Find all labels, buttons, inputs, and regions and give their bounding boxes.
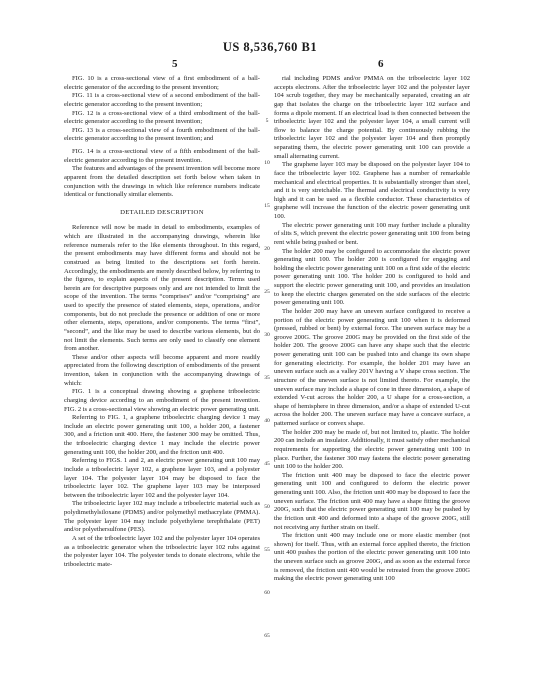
line-number: 40 [264,418,270,424]
paragraph: FIG. 12 is a cross-sectional view of a third embodiment of the ball-electric generator according to the present invention; [64,109,260,126]
line-number: 5 [265,118,269,124]
right-text-column [274,75,470,683]
paragraph: rial including PDMS and/or PMMA on the triboelectric layer 102 accepts electrons. After the triboelectric layer 102 and the polyester layer 104 scrub together, they may be mechanically separated, creating an air gap that isolates the charge on the triboelectric layer 102 surface and forms a dipole moment. If an electrical load is then connected between the triboelectric layer 102 and the polyester layer 104, a small current will flow to balance the charge potential. By continuously rubbing the triboelectric layer 102 and the polyester layer 104 and then promptly separating them, the electric power generating unit 100 can provide a small alternating current. [274,75,470,160]
paragraph: The holder 200 may be configured to accommodate the electric power generating unit 100. The holder 200 is configured for engaging and holding the electric power generating unit 100 on a first side of the electric power generating unit 100. The holder 200 is configured to hold and support the electric power generating unit 100, and provides an insulation to keep the electric charges generated on the side surfaces of the electric power generating unit 100. [274,247,470,307]
section-heading: DETAILED DESCRIPTION [120,208,204,216]
paragraph: FIG. 11 is a cross-sectional view of a second embodiment of the ball-electric generator according to the present invention; [64,92,260,108]
paragraph: The electric power generating unit 100 may further include a plurality of slits S, which prevent the electric power generating unit 100 from being rent while being pushed or bent. [274,221,470,246]
line-number: 20 [264,246,270,252]
left-column-number: 5 [172,58,178,70]
paragraph: A set of the triboelectric layer 102 and the polyester layer 104 operates as a triboelectric generator when the triboelectric layer 102 rubs against the polyester layer 104. The polyester tends to donate electrons, while the triboelectric mate- [64,534,260,568]
paragraph: FIG. 13 is a cross-sectional view of a fourth embodiment of the ball-electric generator according to the present invention; and [64,126,260,143]
line-number: 55 [264,547,270,553]
paragraph: The friction unit 400 may be disposed to face the electric power generating unit 100 and configured to deform the electric power generating unit 100. Also, the friction unit 400 may be disposed to face the uneven surface. The friction unit 400 may have a shape fitting the groove 200G, such that the electric power generating unit 100 may be pushed by the friction unit 400 and deformed into a shape of the groove 200G, still not receiving any further strain on itself. [274,471,470,531]
paragraph: Referring to FIG. 1, a graphene triboelectric charging device 1 may include an electric power generating unit 100, a holder 200, a fastener 300, and a friction unit 400. Here, the fastener 300 may be omitted. Thus, the triboelectric charging device 1 may include the electric power generating unit 100, the holder 200, and the friction unit 400. [64,414,260,456]
paragraph: These and/or other aspects will become apparent and more readily appreciated from the following description of embodiments of the present invention, taken in conjunction with the accompanying drawings of which: [64,353,260,387]
paragraph: Reference will now be made in detail to embodiments, examples of which are illustrated in the accompanying drawings, wherein like reference numerals refer to the like elements throughout. In this regard, the present embodiments may have different forms and should not be construed as being limited to the descriptions set forth herein. Accordingly, the embodiments are merely described below, by referring to the figures, to explain aspects of the present description. Terms used herein are for descriptive purposes only and are not intended to limit the scope of the invention. The terms “comprises” and/or “comprising” are used to specify the presence of stated elements, steps, operations, and/or components, but do not preclude the presence or addition of one or more other elements, steps, operations, and/or components. The terms “first”, “second”, and the like may be used to describe various elements, but do not limit the elements. Such terms are only used to classify one element from another. [64,224,260,353]
paragraph: The features and advantages of the present invention will become more apparent from the detailed description set forth below when taken in conjunction with the drawings in which like reference numbers indicate identical or functionally similar elements. [64,165,260,199]
line-number: 15 [264,203,270,209]
paragraph: Referring to FIGS. 1 and 2, an electric power generating unit 100 may include a triboelectric layer 102, a graphene layer 103, and a polyester layer 104. The polyester layer 104 may be disposed to face the triboelectric layer 102. The graphene layer 103 may be interposed between the triboelectric layer 102 and the polyester layer 104. [64,457,260,499]
paragraph: FIG. 14 is a cross-sectional view of a fifth embodiment of the ball-electric generator according to the present invention. [64,148,260,164]
paragraph: The friction unit 400 may include one or more elastic member (not shown) for itself. Thus, with an external force applied thereto, the friction unit 400 pushes the portion of the electric power generating unit 100 into the uneven surface such as groove 200G, and as soon as the external force is removed, the friction unit 400 would be retreated from the groove 200G making the electric power generating unit 100 [274,532,470,583]
line-number: 50 [264,504,270,510]
right-column-number: 6 [378,58,384,70]
line-number: 35 [264,375,270,381]
left-text-column [64,75,260,683]
line-number: 45 [264,461,270,467]
paragraph: The holder 200 may be made of, but not limited to, plastic. The holder 200 can include an insulator. Additionally, it must satisfy other mechanical requirements for supporting the electric power generating unit 100 in place. Further, the fastener 300 may fastens the electric power generating unit 100 to the holder 200. [274,428,470,471]
line-number: 30 [264,332,270,338]
paragraph: The holder 200 may have an uneven surface configured to receive a portion of the electric power generating unit 100 when it is deformed (pressed, rubbed or bent) by external force. The uneven surface may be a groove 200G. The groove 200G may be provided on the first side of the holder 200. The groove 200G can have any shape such that the electric power generating unit 100 can be pushed into and change its own shape for generating electricity. For example, the holder 201 may have an uneven surface such as a valley 201V having a V shape cross section. The structure of the uneven surface is not limited thereto. For example, the uneven surface may include a shape of cone in three dimension, a shape of extended V-cut across the holder 200, a U shape for a cross-section, a shape of hemisphere in three dimension, and/or a shape of extended U-cut across the holder 200. The uneven surface may have a concave surface, a patterned surface or convex shape. [274,307,470,427]
line-number: 65 [264,633,270,639]
paragraph: The triboelectric layer 102 may include a triboelectric material such as polydimethylsiloxane (PDMS) and/or polymethyl methacrylate (PMMA). The polyester layer 104 may include polyethylene terephthalate (PET) and/or polyethersulfone (PES). [64,500,260,534]
line-number: 25 [264,289,270,295]
line-number: 60 [264,590,270,596]
paragraph: FIG. 10 is a cross-sectional view of a first embodiment of a ball-electric generator of the according to the present invention; [64,75,260,91]
page-header: US 8,536,760 B1 [222,40,318,54]
paragraph: FIG. 1 is a conceptual drawing showing a graphene triboelectric charging device according to an embodiment of the present invention. FIG. 2 is a cross-sectional view showing an electric power generating unit. [64,388,260,413]
line-number: 10 [264,160,270,166]
paragraph: The graphene layer 103 may be disposed on the polyester layer 104 to face the triboelectric layer 102. Graphene has a number of remarkable mechanical and electrical properties. It is substantially stronger than steel, and it is very stretchable. The thermal and electrical conductivity is very high and it can be used as a flexible conductor. These characteristics of graphene will increase the function of the electric power generating unit 100. [274,161,470,220]
